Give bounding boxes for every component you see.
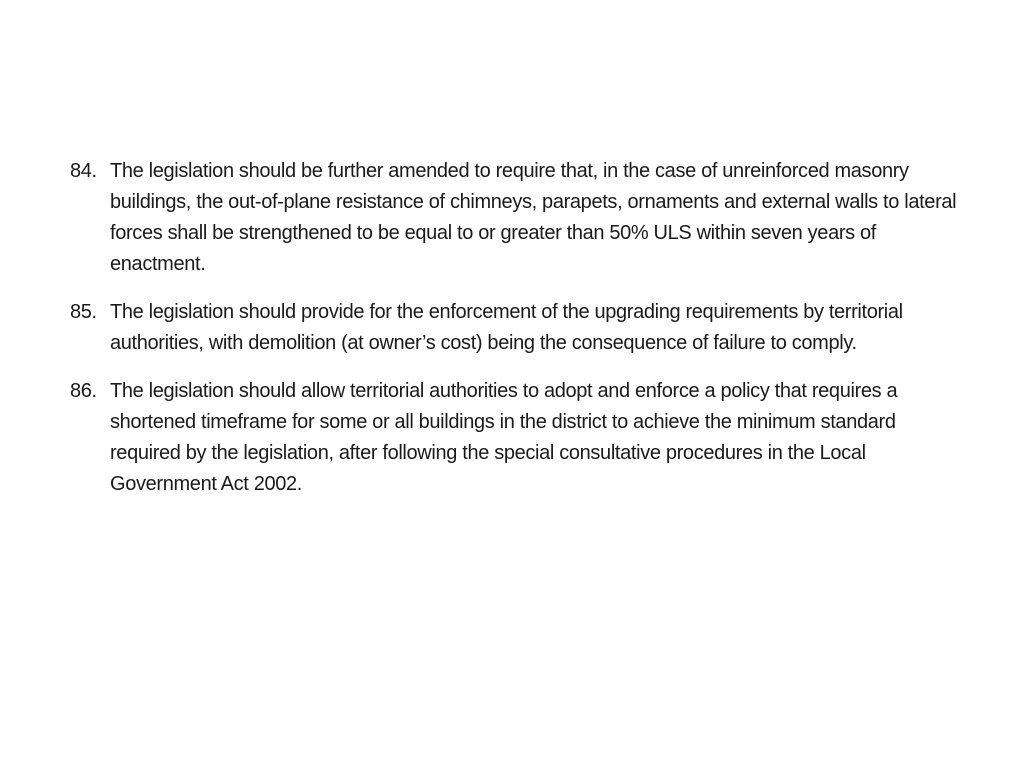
recommendation-number: 84. [70, 160, 97, 182]
recommendation-item [70, 376, 970, 500]
recommendation-text: The legislation should provide for the enforcement of the upgrading requirements by territorial authorities, with demolition (at owner’s cost) being the consequence of failure to comply. [110, 301, 903, 354]
recommendation-list [70, 156, 970, 517]
recommendation-text: The legislation should be further amended to require that, in the case of unreinforced masonry buildings, the out-of-plane resistance of chimneys, parapets, ornaments and external walls to lateral forces shall be strengthened to be equal to or greater than 50% ULS within seven years of enactment. [110, 160, 957, 275]
recommendation-text: The legislation should allow territorial authorities to adopt and enforce a policy that requires a shortened timeframe for some or all buildings in the district to achieve the minimum standard required by the legislation, after following the special consultative procedures in the Local Government Act 2002. [110, 380, 898, 495]
recommendation-item [70, 156, 970, 280]
recommendation-number: 85. [70, 301, 97, 323]
recommendation-number: 86. [70, 380, 97, 402]
recommendation-item [70, 297, 970, 359]
